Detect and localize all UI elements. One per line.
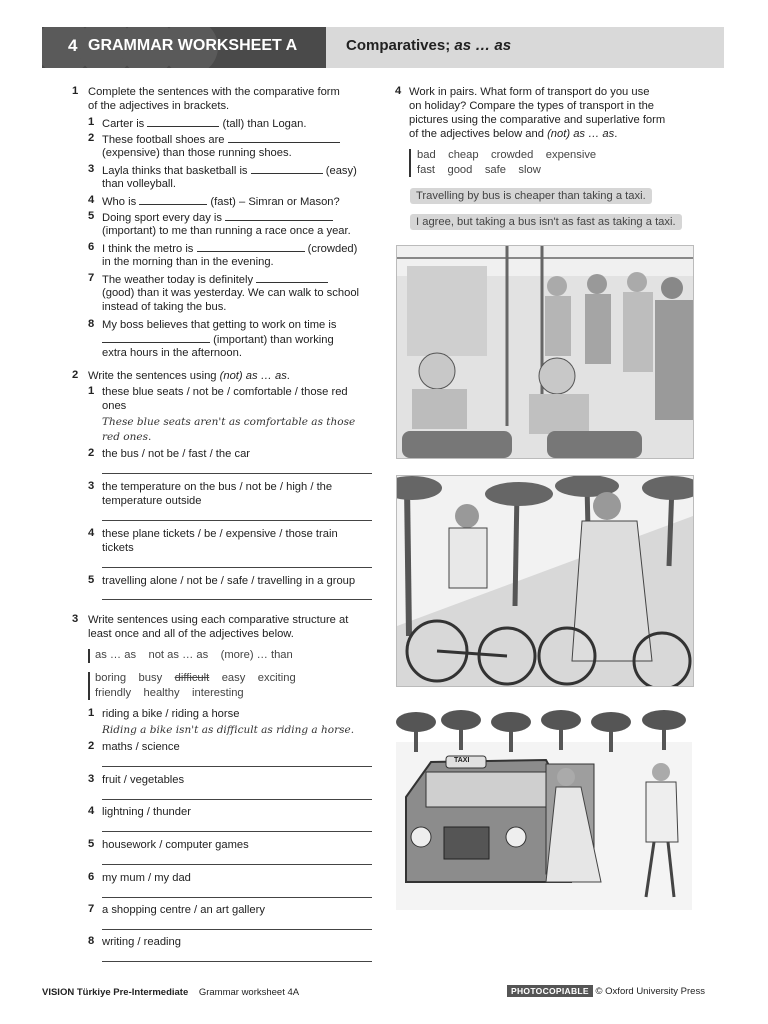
q1-item-8-cont: (important) than working [102, 332, 334, 348]
answer-blank[interactable] [251, 163, 323, 174]
q3-item-5: housework / computer games [102, 839, 249, 851]
q1-item-2: These football shoes are [102, 132, 340, 148]
q3-item-6: my mum / my dad [102, 872, 191, 884]
q2-item-1-cont: ones [102, 400, 127, 412]
answer-line[interactable] [102, 520, 372, 521]
speech-bubble-1: Travelling by bus is cheaper than taking a taxi. [410, 188, 652, 204]
q1-item-1: Carter is (tall) than Logan. [102, 118, 307, 130]
unit-number: 4 [68, 36, 78, 55]
answer-line[interactable] [102, 599, 372, 600]
q1-item-8: My boss believes that getting to work on time is [102, 319, 337, 331]
q3-item-number: 6 [88, 871, 95, 883]
cycling-illustration [396, 475, 694, 687]
q4-instruction-line1: Work in pairs. What form of transport do you use [409, 86, 650, 98]
q3-structures: as … as not as … as (more) … than [95, 649, 293, 661]
q3-example-answer: Riding a bike isn't as difficult as riding a horse. [102, 724, 355, 736]
q2-example-answer-cont: red ones. [102, 431, 152, 443]
crossed-out-word: difficult [174, 672, 210, 684]
q2-item-4-cont: tickets [102, 542, 134, 554]
q1-item-number: 2 [88, 132, 95, 144]
q2-item-1: these blue seats / not be / comfortable / those red [102, 386, 348, 398]
q2-item-number: 2 [88, 447, 95, 459]
q3-item-8: writing / reading [102, 936, 181, 948]
q3-item-number: 8 [88, 935, 95, 947]
q1-item-3: Layla thinks that basketball is (easy) [102, 165, 357, 177]
q4-adjectives-row1: bad cheap crowded expensive [417, 149, 597, 161]
answer-line[interactable] [102, 766, 372, 767]
q1-item-number: 4 [88, 194, 95, 206]
q3-item-number: 1 [88, 707, 95, 719]
q1-item-7: The weather today is definitely [102, 272, 328, 288]
q2-item-5: travelling alone / not be / safe / travelling in a group [102, 575, 356, 587]
taxi-sign: TAXI [454, 757, 470, 764]
q1-item-3-cont: than volleyball. [102, 178, 177, 190]
q3-adjectives-row2: friendly healthy interesting [95, 687, 244, 699]
q1-item-6: I think the metro is (crowded) [102, 243, 358, 255]
q3-item-3: fruit / vegetables [102, 774, 185, 786]
q1-item-5: Doing sport every day is [102, 210, 333, 226]
answer-blank[interactable] [228, 132, 340, 143]
q4-number: 4 [395, 85, 402, 97]
q2-item-3-cont: temperature outside [102, 495, 202, 507]
q3-item-number: 4 [88, 805, 95, 817]
q3-item-number: 3 [88, 773, 95, 785]
answer-blank[interactable] [102, 332, 210, 343]
q1-item-7-cont2: instead of taking the bus. [102, 301, 227, 313]
photocopiable-badge: PHOTOCOPIABLE [507, 985, 593, 997]
answer-line[interactable] [102, 929, 372, 930]
answer-line[interactable] [102, 897, 372, 898]
q2-item-3: the temperature on the bus / not be / high / the [102, 481, 333, 493]
q2-item-2: the bus / not be / fast / the car [102, 448, 251, 460]
q4-adjectives-row2: fast good safe slow [417, 164, 541, 176]
answer-blank[interactable] [197, 241, 305, 252]
q1-item-number: 7 [88, 272, 95, 284]
answer-blank[interactable] [147, 116, 219, 127]
q3-item-number: 7 [88, 903, 95, 915]
worksheet-topic: Comparatives; as … as [346, 37, 512, 54]
q4-instruction-line2: on holiday? Compare the types of transport in the [409, 100, 655, 112]
q2-number: 2 [72, 369, 79, 381]
q1-item-4: Who is (fast) – Simran or Mason? [102, 196, 340, 208]
q3-item-7: a shopping centre / an art gallery [102, 904, 265, 916]
speech-bubble-2: I agree, but taking a bus isn't as fast as taking a taxi. [410, 214, 682, 230]
q3-item-number: 2 [88, 740, 95, 752]
answer-blank[interactable] [225, 210, 333, 221]
q2-item-number: 1 [88, 385, 95, 397]
word-box-bar [88, 649, 90, 663]
worksheet-title: GRAMMAR WORKSHEET A [88, 37, 298, 54]
q1-instruction-line1: Complete the sentences with the comparative form [88, 86, 340, 98]
q1-item-6-cont: in the morning than in the evening. [102, 256, 274, 268]
q3-item-4: lightning / thunder [102, 806, 191, 818]
q1-item-5-cont: (important) to me than running a race once a year. [102, 225, 351, 237]
q1-item-number: 3 [88, 163, 95, 175]
q4-instruction-line3: pictures using the comparative and superlative form [409, 114, 666, 126]
q1-instruction-line2: of the adjectives in brackets. [88, 100, 230, 112]
q1-item-number: 5 [88, 210, 95, 222]
footer-right: PHOTOCOPIABLE © Oxford University Press [507, 986, 705, 997]
answer-line[interactable] [102, 961, 372, 962]
q2-example-answer: These blue seats aren't as comfortable as those [102, 416, 356, 428]
answer-line[interactable] [102, 473, 372, 474]
word-box-bar [88, 672, 90, 700]
q3-item-number: 5 [88, 838, 95, 850]
bus-interior-illustration [396, 245, 694, 459]
word-box-bar [409, 149, 411, 177]
q2-item-number: 5 [88, 574, 95, 586]
q2-item-number: 4 [88, 527, 95, 539]
q1-number: 1 [72, 85, 79, 97]
q3-instruction-line1: Write sentences using each comparative structure at [88, 614, 349, 626]
q1-item-number: 6 [88, 241, 95, 253]
taxi-illustration [396, 702, 692, 910]
answer-blank[interactable] [256, 272, 328, 283]
q2-item-4: these plane tickets / be / expensive / those train [102, 528, 338, 540]
answer-blank[interactable] [139, 194, 207, 205]
q4-instruction-line4: of the adjectives below and (not) as … as. [409, 128, 618, 140]
q1-item-number: 1 [88, 116, 95, 128]
q1-item-7-cont: (good) than it was yesterday. We can walk to school [102, 287, 360, 299]
q3-adjectives-row1: boring busy difficult easy exciting [95, 672, 296, 684]
q1-item-8-cont2: extra hours in the afternoon. [102, 347, 242, 359]
answer-line[interactable] [102, 864, 372, 865]
q2-item-number: 3 [88, 480, 95, 492]
footer-left: VISION Türkiye Pre-Intermediate Grammar worksheet 4A [42, 987, 300, 998]
q3-number: 3 [72, 613, 79, 625]
q3-instruction-line2: least once and all of the adjectives below. [88, 628, 294, 640]
answer-line[interactable] [102, 799, 372, 800]
q3-item-2: maths / science [102, 741, 180, 753]
answer-line[interactable] [102, 567, 372, 568]
q2-instruction: Write the sentences using (not) as … as. [88, 370, 290, 382]
q1-item-2-cont: (expensive) than those running shoes. [102, 147, 292, 159]
q3-item-1: riding a bike / riding a horse [102, 708, 240, 720]
q1-item-number: 8 [88, 318, 95, 330]
answer-line[interactable] [102, 831, 372, 832]
